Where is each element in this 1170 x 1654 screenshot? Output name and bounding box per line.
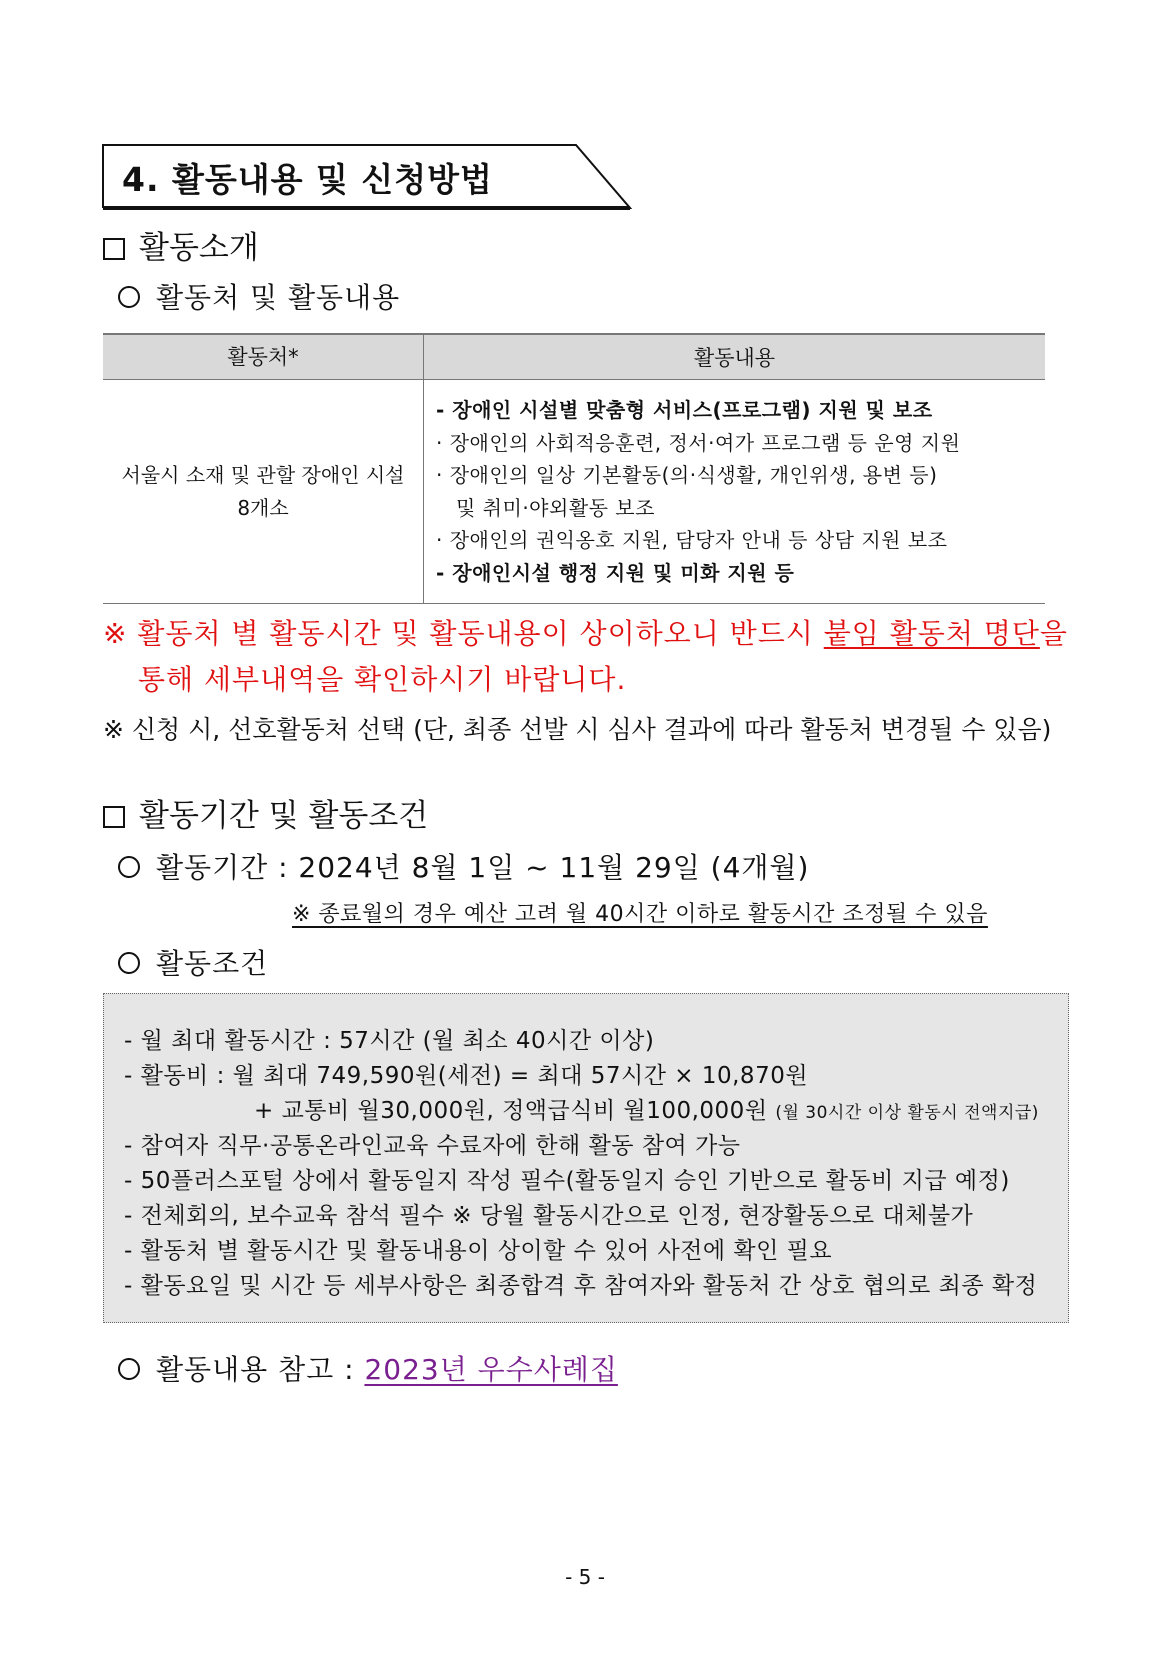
place-line: 서울시 소재 및 관할 장애인 시설	[121, 462, 405, 487]
allowance-text: + 교통비 월30,000원, 정액급식비 월100,000원	[254, 1098, 768, 1124]
selection-notice: ※ 신청 시, 선호활동처 선택 (단, 최종 선발 시 심사 결과에 따라 활동처 변경될 수 있음)	[103, 715, 1052, 744]
period-heading	[103, 790, 428, 835]
condition-item: - 활동비 : 월 최대 749,590원(세전) = 최대 57시간 × 10,870원	[124, 1063, 809, 1089]
red-notice-line-2: 통해 세부내역을 확인하시기 바랍니다.	[138, 663, 627, 696]
table-row	[103, 380, 1045, 604]
condition-item: - 참여자 직무·공통온라인교육 수료자에 한해 활동 참여 가능	[124, 1133, 741, 1159]
best-practices-link[interactable]: 2023년 우수사례집	[364, 1353, 618, 1386]
content-item: - 장애인 시설별 맞춤형 서비스(프로그램) 지원 및 보조	[436, 398, 933, 422]
section-title: 4. 활동내용 및 신청방법	[122, 160, 493, 199]
period-note: ※ 종료월의 경우 예산 고려 월 40시간 이하로 활동시간 조정될 수 있음	[292, 902, 988, 927]
table-header-place: 활동처*	[103, 334, 424, 380]
page-number: - 5 -	[565, 1565, 605, 1589]
table-header-row	[103, 334, 1045, 380]
red-notice-text: 을	[1039, 617, 1068, 650]
circle-bullet-icon	[118, 286, 140, 308]
square-bullet-icon	[103, 238, 125, 260]
circle-bullet-icon	[118, 1358, 140, 1380]
period-line-text: 활동기간 : 2024년 8월 1일 ~ 11월 29일 (4개월)	[156, 851, 810, 884]
table-cell-content	[424, 380, 1046, 604]
circle-bullet-icon	[118, 856, 140, 878]
content-item: · 장애인의 권익옹호 지원, 담당자 안내 등 상담 지원 보조	[436, 528, 948, 552]
intro-heading-text: 활동소개	[139, 230, 259, 266]
content-item: - 장애인시설 행정 지원 및 미화 지원 등	[436, 560, 795, 585]
place-count: 8개소	[237, 495, 289, 520]
table-header-content: 활동내용	[424, 334, 1046, 380]
intro-subheading	[118, 276, 400, 316]
red-notice-line-1	[103, 612, 1068, 652]
condition-item: - 월 최대 활동시간 : 57시간 (월 최소 40시간 이상)	[124, 1028, 655, 1054]
allowance-note: (월 30시간 이상 활동시 전액지급)	[775, 1103, 1039, 1123]
content-item: 및 취미·야외활동 보조	[456, 495, 655, 520]
condition-item: - 전체회의, 보수교육 참석 필수 ※ 당월 활동시간으로 인정, 현장활동으로 대체불가	[124, 1203, 974, 1229]
conditions-heading-text: 활동조건	[156, 947, 269, 980]
intro-heading	[103, 222, 259, 267]
intro-subheading-text: 활동처 및 활동내용	[156, 281, 401, 314]
reference-line	[118, 1348, 618, 1388]
content-item: · 장애인의 일상 기본활동(의·식생활, 개인위생, 용변 등)	[436, 463, 938, 487]
circle-bullet-icon	[118, 952, 140, 974]
condition-item: - 50플러스포털 상에서 활동일지 작성 필수(활동일지 승인 기반으로 활동비 지급 예정)	[124, 1168, 1010, 1194]
condition-item: - 활동요일 및 시간 등 세부사항은 최종합격 후 참여자와 활동처 간 상호 협의로 최종 확정	[124, 1273, 1038, 1299]
red-notice-text: ※ 활동처 별 활동시간 및 활동내용이 상이하오니 반드시	[103, 617, 824, 650]
period-heading-text: 활동기간 및 활동조건	[139, 798, 429, 834]
activity-table	[103, 333, 1045, 604]
conditions-box	[103, 993, 1069, 1323]
condition-item: - 활동처 별 활동시간 및 활동내용이 상이할 수 있어 사전에 확인 필요	[124, 1238, 833, 1264]
conditions-heading	[118, 942, 268, 982]
content-item: · 장애인의 사회적응훈련, 정서·여가 프로그램 등 운영 지원	[436, 430, 961, 455]
condition-item-allowance	[254, 1092, 1039, 1125]
section-header	[102, 144, 632, 210]
table-cell-place	[103, 380, 424, 604]
period-line	[118, 846, 809, 886]
square-bullet-icon	[103, 806, 125, 828]
reference-label: 활동내용 참고 :	[156, 1353, 365, 1386]
attached-list-reference: 붙임 활동처 명단	[823, 617, 1040, 650]
